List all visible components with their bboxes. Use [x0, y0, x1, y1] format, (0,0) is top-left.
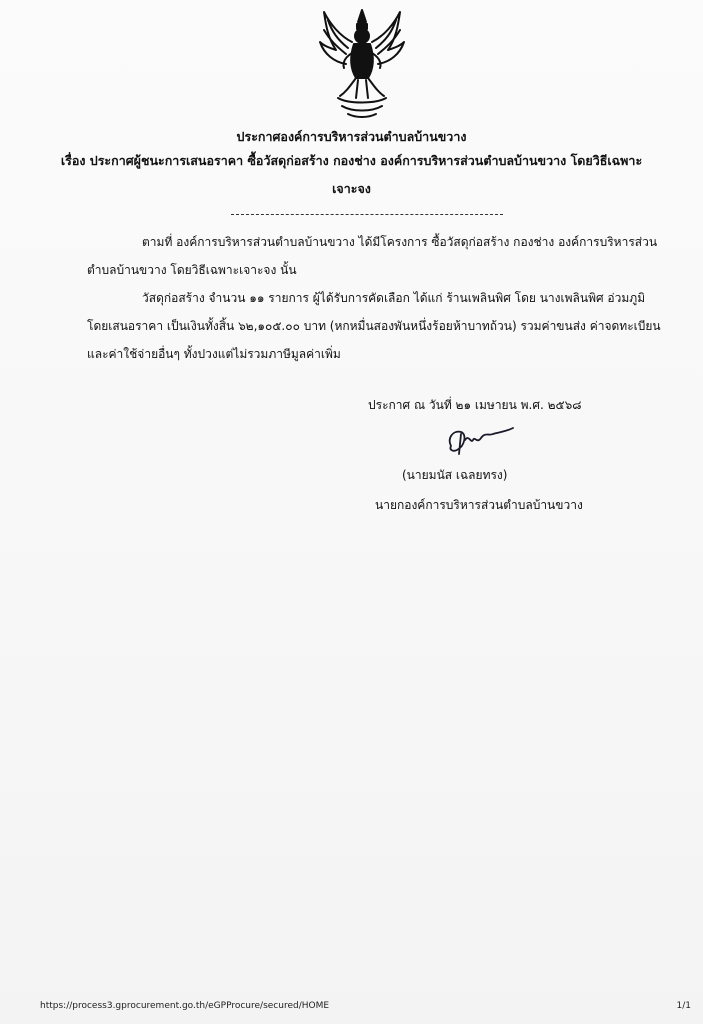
body-paragraph-2-line-3: และค่าใช้จ่ายอื่นๆ ทั้งปวงแต่ไม่รวมภาษีมูลค่าเพิ่ม: [87, 347, 341, 361]
signatory-position: นายกองค์การบริหารส่วนตำบลบ้านขวาง: [375, 498, 583, 512]
signature-icon: [443, 426, 523, 460]
signatory-name: (นายมนัส เฉลยทรง): [402, 468, 508, 482]
divider: [231, 214, 503, 215]
announcement-subject-continued: เจาะจง: [332, 181, 371, 196]
body-paragraph-1-line-2: ตำบลบ้านขวาง โดยวิธีเฉพาะเจาะจง นั้น: [87, 263, 297, 277]
announcement-title: ประกาศองค์การบริหารส่วนตำบลบ้านขวาง: [236, 129, 467, 144]
body-paragraph-2-line-1: วัสดุก่อสร้าง จำนวน ๑๑ รายการ ผู้ได้รับการคัดเลือก ได้แก่ ร้านเพลินพิศ โดย นางเพลินพิศ อ่วมภูมิ: [142, 291, 646, 305]
garuda-emblem-icon: [312, 6, 412, 122]
body-paragraph-2-line-2: โดยเสนอราคา เป็นเงินทั้งสิ้น ๖๒,๑๐๕.๐๐ บาท (หกหมื่นสองพันหนึ่งร้อยห้าบาทถ้วน) รวมค่าขนส่ง ค่าจดทะเบียน: [87, 319, 661, 333]
footer-url: https://process3.gprocurement.go.th/eGPProcure/secured/HOME: [40, 1001, 330, 1011]
announcement-date: ประกาศ ณ วันที่ ๒๑ เมษายน พ.ศ. ๒๕๖๘: [368, 398, 582, 412]
body-paragraph-1-line-1: ตามที่ องค์การบริหารส่วนตำบลบ้านขวาง ได้มีโครงการ ซื้อวัสดุก่อสร้าง กองช่าง องค์การบริหารส่วน: [142, 235, 658, 249]
announcement-subject: เรื่อง ประกาศผู้ชนะการเสนอราคา ซื้อวัสดุก่อสร้าง กองช่าง องค์การบริหารส่วนตำบลบ้านขวาง โดยวิธีเฉพาะ: [60, 153, 643, 168]
page-number: 1/1: [676, 1001, 691, 1011]
